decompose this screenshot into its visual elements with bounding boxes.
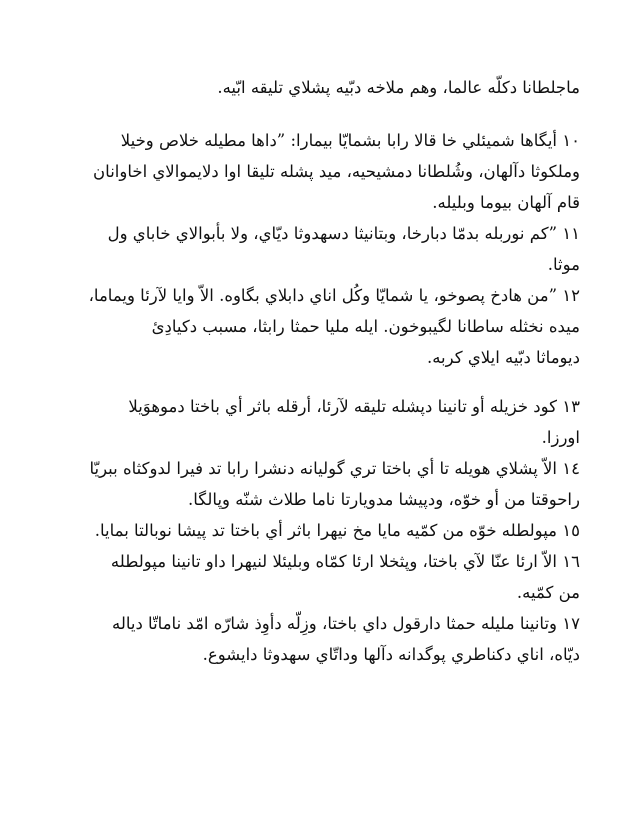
verse-10 [93,125,580,218]
verse-14 [89,453,580,515]
text-line: ١٤ الاّ پشلاي هويله تا أي باختا تري گوليانه دنشرا رابا تد فيرا لدوكثاه ببريّا [89,459,580,478]
text-line: قام آلهان بيوما وبليله. [432,193,580,212]
text-line: راحوقتا من أو خوّه، ودپيشا مدويارتا ناما طلاث شنّه وپالگا. [188,490,580,509]
text-line: ميده نخثله ساطانا لگيبوخون. ايله مليا حمثا رابثا، مسبب دكيادِئ [151,317,580,336]
text-line: وملكوثا دآلهان، وشُلطانا دمشيحيه، ميد پشله تليقا اوا دلايموالاي اخاوانان [93,162,580,181]
text-line: ١١ ”كم نوربله بدمّا دبارخا، وبتانيثا دسهدوثا ديّاي، ولا بأبوالاي خاباي ول [107,224,580,243]
verse-17 [112,608,580,670]
verse-11 [107,218,580,280]
text-line: ماجلطانا دكلّه عالما، وهم ملاخه دبّيه پشلاي تليقه ابّيه. [217,78,580,97]
verse-16 [112,546,580,608]
text-line: ١٢ ”من هادخ پصوخو، يا شمايّا وكُل اناي دابلاي بگاوه. الاّ وايا لآرئا ويماما، [88,286,580,305]
text-line: ١٠ أيگاها شميئلي خا قالا رابا بشمايّا بيمارا: ”داها مطيله خلاص وخيلا [120,131,580,150]
text-line: ١٣ كود خزيله أو تانينا دپشله تليقه لآرئا، أرقله باثر أي باختا دموهوَيلا [128,397,580,416]
text-line: ديوماثا دبّيه ايلاي كربه. [426,348,580,367]
text-line: ١٧ وتانينا مليله حمثا دارقول داي باختا، وزِلّه دأوِذ شارّه امّد ناماتّا دياله [111,614,580,633]
text-line: ١٦ الاّ ارئا عنّا لآي باختا، وپثخلا ارئا كمّاه وبليئلا لنيهرا داو تانينا مپولطله [110,552,580,571]
text-line: اورزا. [541,428,580,447]
document-page [88,72,580,670]
verse-15 [94,515,580,546]
paragraph-intro [112,72,580,103]
text-line: موثا. [547,255,580,274]
verse-12 [88,280,580,373]
text-line: ١٥ مپولطله خوّه من كمّيه مايا مخ نيهرا باثر أي باختا تد پيشا نوبالتا بمايا. [94,521,580,540]
text-line: ديّاه، اناي دكناطري پوگدانه دآلها وداتّاي سهدوثا دايشوع. [202,645,580,664]
text-line: من كمّيه. [516,583,580,602]
verse-13 [112,391,580,453]
